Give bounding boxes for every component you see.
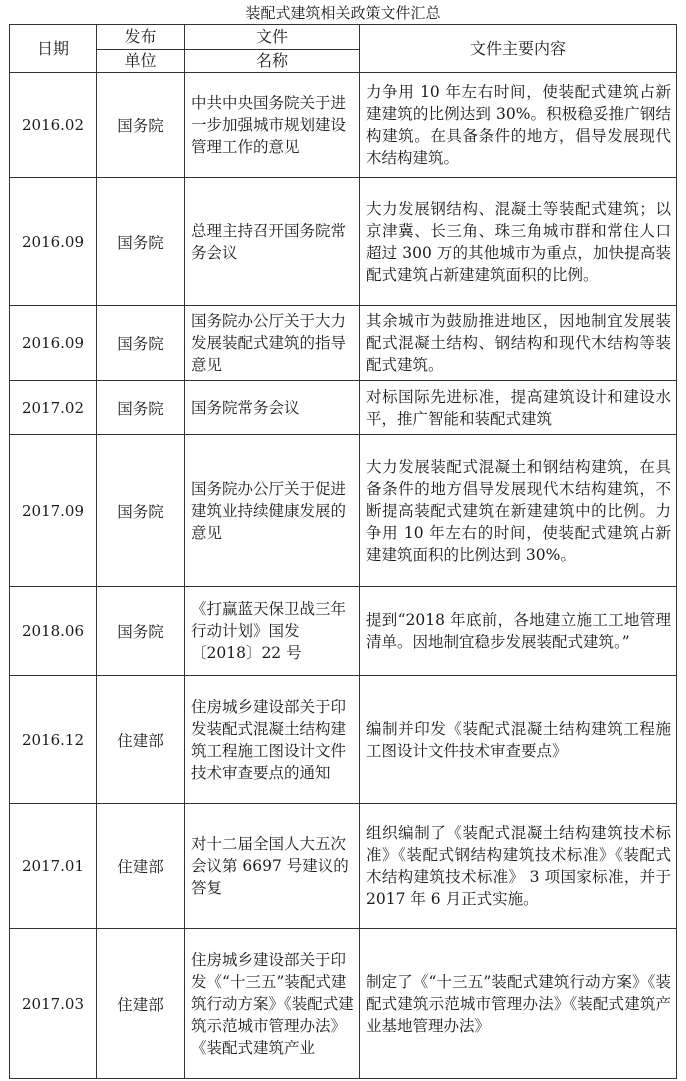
cell-date: 2017.01 xyxy=(10,804,97,929)
cell-doc-name xyxy=(185,435,360,587)
doc-name-text: 住房城乡建设部关于印发《“十三五”装配式建筑行动方案》《装配式建筑示范城市管理办法》《装配式建筑产业 xyxy=(191,950,354,1057)
page-title: 装配式建筑相关政策文件汇总 xyxy=(245,4,441,22)
doc-name-text: 国务院办公厅关于促进建筑业持续健康发展的意见 xyxy=(191,479,347,542)
cell-org: 住建部 xyxy=(97,929,185,1079)
table-row xyxy=(10,178,677,306)
cell-doc-name xyxy=(185,587,360,676)
doc-name-text: 国务院办公厅关于大力发展装配式建筑的指导意见 xyxy=(191,312,347,374)
cell-org: 国务院 xyxy=(97,435,185,587)
content-text: 编制并印发《装配式混凝土结构建筑工程施工图设计文件技术审查要点》 xyxy=(366,719,671,760)
doc-name-text: 中共中央国务院关于进一步加强城市规划建设管理工作的意见 xyxy=(191,94,347,156)
cell-content xyxy=(360,804,677,929)
cell-content xyxy=(360,381,677,435)
cell-date: 2016.02 xyxy=(10,73,97,178)
cell-date: 2016.09 xyxy=(10,306,97,381)
cell-content xyxy=(360,435,677,587)
doc-name-text: 住房城乡建设部关于印发装配式混凝土结构建筑工程施工图设计文件技术审查要点的通知 xyxy=(191,697,347,782)
cell-org: 国务院 xyxy=(97,178,185,306)
header-date: 日期 xyxy=(10,25,97,73)
cell-org: 国务院 xyxy=(97,73,185,178)
cell-org: 住建部 xyxy=(97,804,185,929)
table-row xyxy=(10,435,677,587)
cell-doc-name xyxy=(185,73,360,178)
policy-table xyxy=(9,24,677,1079)
content-text: 对标国际先进标准，提高建筑设计和建设水平，推广智能和装配式建筑 xyxy=(366,387,671,428)
content-text: 提到“2018 年底前，各地建立施工工地管理清单。因地制宜稳步发展装配式建筑。” xyxy=(366,611,671,651)
cell-date: 2017.09 xyxy=(10,435,97,587)
doc-name-text: 《打赢蓝天保卫战三年行动计划》国发〔2018〕22 号 xyxy=(191,600,347,662)
cell-doc-name xyxy=(185,381,360,435)
cell-content xyxy=(360,306,677,381)
table-row xyxy=(10,381,677,435)
header-doc-top: 文件 xyxy=(185,25,360,50)
doc-name-text: 总理主持召开国务院常务会议 xyxy=(191,221,347,262)
table-row xyxy=(10,929,677,1079)
cell-date: 2016.12 xyxy=(10,676,97,804)
cell-org: 国务院 xyxy=(97,306,185,381)
cell-content xyxy=(360,178,677,306)
cell-date: 2018.06 xyxy=(10,587,97,676)
cell-content xyxy=(360,929,677,1079)
cell-org: 住建部 xyxy=(97,676,185,804)
table-row xyxy=(10,804,677,929)
doc-name-text: 对十二届全国人大五次会议第 6697 号建议的答复 xyxy=(191,835,349,897)
header-content: 文件主要内容 xyxy=(360,25,677,73)
header-org-bottom: 单位 xyxy=(97,50,185,73)
content-text: 组织编制了《装配式混凝土结构建筑技术标准》《装配式钢结构建筑技术标准》《装配式木结构建筑技术标准》 3 项国家标准，并于 2017 年 6 月正式实施。 xyxy=(366,824,671,908)
table-row xyxy=(10,676,677,804)
content-text: 其余城市为鼓励推进地区，因地制宜发展装配式混凝土结构、钢结构和现代木结构等装配式建筑。 xyxy=(366,312,671,374)
cell-doc-name xyxy=(185,306,360,381)
content-text: 制定了《“十三五”装配式建筑行动方案》《装配式建筑示范城市管理办法》《装配式建筑产业基地管理办法》 xyxy=(366,972,671,1035)
header-doc-bottom: 名称 xyxy=(185,50,360,73)
cell-date: 2017.02 xyxy=(10,381,97,435)
cell-doc-name xyxy=(185,676,360,804)
content-text: 大力发展钢结构、混凝土等装配式建筑；以京津冀、长三角、珠三角城市群和常住人口超过 300 万的其他城市为重点，加快提高装配式建筑占新建建筑面积的比例。 xyxy=(366,199,671,284)
cell-org: 国务院 xyxy=(97,381,185,435)
cell-content xyxy=(360,676,677,804)
cell-doc-name xyxy=(185,178,360,306)
table-row xyxy=(10,587,677,676)
cell-content xyxy=(360,73,677,178)
cell-date: 2016.09 xyxy=(10,178,97,306)
cell-date: 2017.03 xyxy=(10,929,97,1079)
cell-org: 国务院 xyxy=(97,587,185,676)
table-row xyxy=(10,306,677,381)
table-row xyxy=(10,73,677,178)
cell-content xyxy=(360,587,677,676)
cell-doc-name xyxy=(185,929,360,1079)
header-org-top: 发布 xyxy=(97,25,185,50)
content-text: 大力发展装配式混凝土和钢结构建筑，在具备条件的地方倡导发展现代木结构建筑，不断提高装配式建筑在新建建筑中的比例。力争用 10 年左右的时间，使装配式建筑占新建建筑面积的比例达到 30%。 xyxy=(366,457,671,564)
cell-doc-name xyxy=(185,804,360,929)
doc-name-text: 国务院常务会议 xyxy=(191,398,300,417)
content-text: 力争用 10 年左右时间，使装配式建筑占新建建筑的比例达到 30%。积极稳妥推广钢结构建筑。在具备条件的地方，倡导发展现代木结构建筑。 xyxy=(366,83,671,167)
